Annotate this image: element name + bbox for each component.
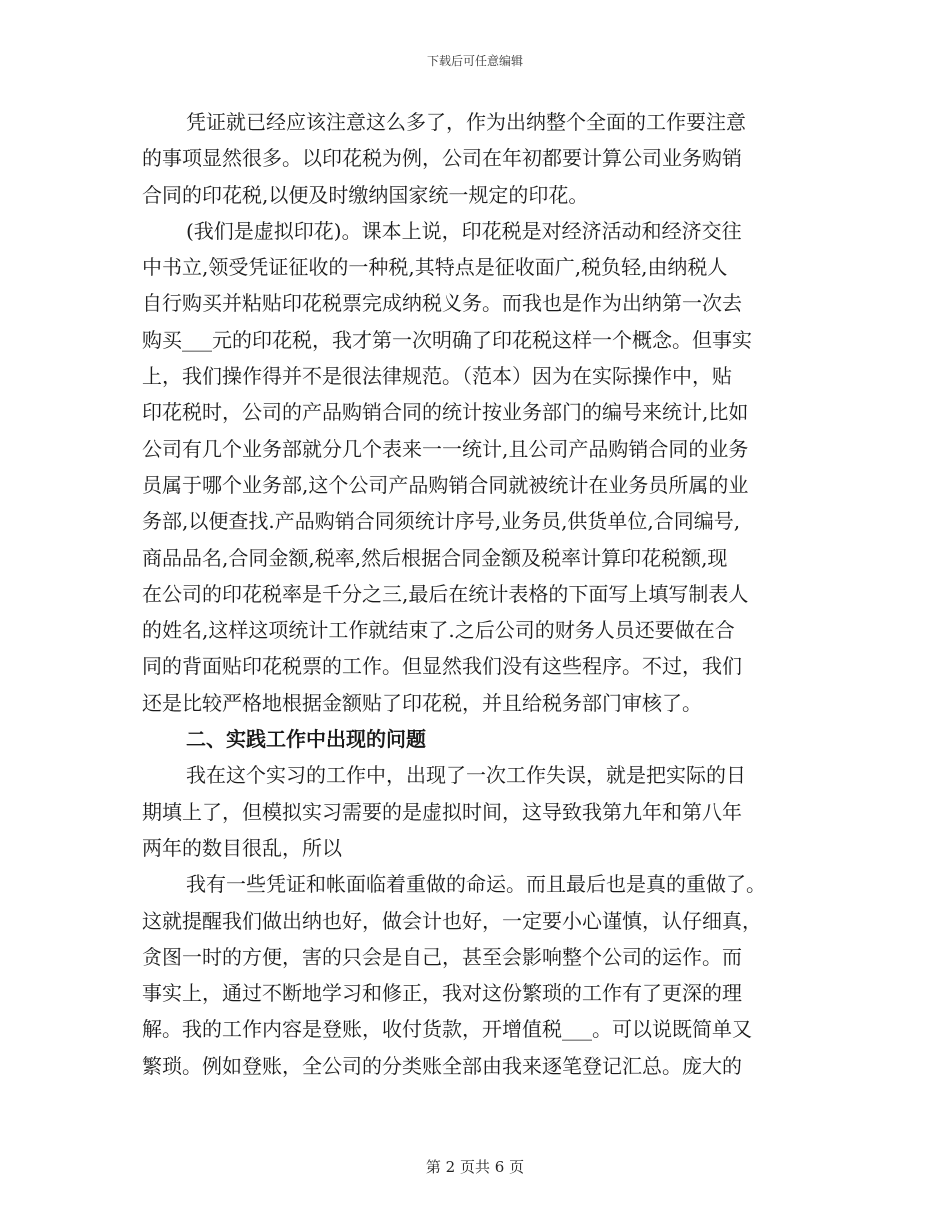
text-line: 务部,以便查找.产品购销合同须统计序号,业务员,供货单位,合同编号, — [142, 509, 741, 534]
document-body — [142, 104, 808, 1084]
text-line: 合同的印花税,以便及时缴纳国家统一规定的印花。 — [142, 182, 589, 207]
text-line: 自行购买并粘贴印花税票完成纳税义务。而我也是作为出纳第一次去 — [142, 291, 742, 316]
text-line: 解。我的工作内容是登账，收付货款，开增值税___。可以说既简单又 — [142, 1017, 752, 1042]
text-line: 繁琐。例如登账，全公司的分类账全部由我来逐笔登记汇总。庞大的 — [142, 1053, 742, 1078]
text-line: 同的背面贴印花税票的工作。但显然我们没有这些程序。不过，我们 — [142, 654, 742, 679]
text-line: 期填上了，但模拟实习需要的是虚拟时间，这导致我第九年和第八年 — [142, 799, 742, 824]
text-line: 凭证就已经应该注意这么多了，作为出纳整个全面的工作要注意 — [186, 110, 746, 134]
text-line: 我有一些凭证和帐面临着重做的命运。而且最后也是真的重做了。 — [186, 872, 766, 897]
text-line: 商品品名,合同金额,税率,然后根据合同金额及税率计算印花税额,现 — [142, 545, 728, 570]
page-number-footer: 第 2 页共 6 页 — [425, 1158, 525, 1176]
text-line: (我们是虚拟印花)。课本上说，印花税是对经济活动和经济交往 — [186, 218, 742, 243]
text-line: 贪图一时的方便，害的只会是自己，甚至会影响整个公司的运作。而 — [142, 944, 742, 969]
section-heading: 二、实践工作中出现的问题 — [186, 727, 426, 752]
text-line: 印花税时，公司的产品购销合同的统计按业务部门的编号来统计,比如 — [142, 400, 749, 425]
text-line: 事实上，通过不断地学习和修正，我对这份繁琐的工作有了更深的理 — [142, 981, 742, 1006]
text-line: 公司有几个业务部就分几个表来一一统计,且公司产品购销合同的业务 — [142, 436, 749, 461]
text-line: 在公司的印花税率是千分之三,最后在统计表格的下面写上填写制表人 — [142, 581, 749, 606]
text-line: 上，我们操作得并不是很法律规范。（范本）因为在实际操作中，贴 — [142, 364, 732, 389]
text-line: 购买___元的印花税，我才第一次明确了印花税这样一个概念。但事实 — [142, 327, 752, 352]
text-line: 的事项显然很多。以印花税为例，公司在年初都要计算公司业务购销 — [142, 146, 742, 171]
text-line: 中书立,领受凭证征收的一种税,其特点是征收面广,税负轻,由纳税人 — [142, 255, 728, 280]
text-line: 两年的数目很乱，所以 — [142, 835, 342, 860]
text-line: 员属于哪个业务部,这个公司产品购销合同就被统计在业务员所属的业 — [142, 472, 749, 497]
page-header: 下载后可任意编辑 — [426, 54, 523, 68]
text-line: 还是比较严格地根据金额贴了印花税，并且给税务部门审核了。 — [142, 690, 702, 715]
text-line: 这就提醒我们做出纳也好，做会计也好，一定要小心谨慎，认仔细真， — [142, 908, 762, 933]
text-line: 我在这个实习的工作中，出现了一次工作失误，就是把实际的日 — [186, 763, 746, 788]
text-line: 的姓名,这样这项统计工作就结束了.之后公司的财务人员还要做在合 — [142, 618, 735, 643]
